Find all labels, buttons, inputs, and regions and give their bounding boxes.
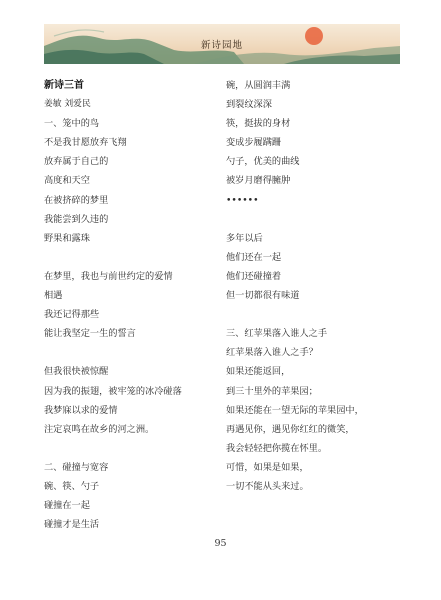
poem-line: 如果还能返回， (226, 366, 291, 378)
poem-line: 高度和天空 (44, 175, 90, 187)
poem-line: 多年以后 (226, 232, 263, 244)
poem-line: 在被挤碎的梦里 (44, 194, 109, 206)
poem-line: 到裂纹深深 (226, 99, 272, 111)
right-column (226, 76, 426, 496)
poem-line: 变成步履蹒跚 (226, 137, 282, 149)
poem-line: 野果和露珠 (44, 232, 90, 244)
poem-line: 筷，挺拔的身材 (226, 118, 291, 130)
header-banner (44, 24, 400, 64)
poem-line: 再遇见你，遇见你红红的微笑， (226, 423, 355, 435)
poem-heading: 三、红苹果落入谁人之手 (226, 328, 328, 340)
poem-line: 在梦里，我也与前世约定的爱情 (44, 270, 173, 282)
poem-line: 碗、筷、勺子 (44, 480, 100, 492)
poem-line: 但我很快被惊醒 (44, 366, 109, 378)
poem-line: 碰撞才是生活 (44, 519, 100, 531)
poem-line: 不是我甘愿放弃飞翔 (44, 137, 127, 149)
poem-line: 他们还碰撞着 (226, 270, 282, 282)
poem-line: 但一切都很有味道 (226, 290, 300, 302)
poem-line: 到三十里外的苹果园； (226, 385, 318, 397)
poem-line: 能让我坚定一生的誓言 (44, 328, 136, 340)
poem-line: 我能尝到久违的 (44, 213, 109, 225)
poem-line: 一切不能从头来过。 (226, 480, 309, 492)
left-column (44, 76, 214, 534)
poem-line: 他们还在一起 (226, 251, 282, 263)
poem-heading: 二、碰撞与宽容 (44, 461, 109, 473)
poem-heading: 一、笼中的鸟 (44, 118, 100, 130)
poem-line: 碗，从圆润丰满 (226, 80, 291, 91)
poem-line: 勺子，优美的曲线 (226, 156, 300, 168)
poem-line: 如果还能在一望无际的苹果园中， (226, 404, 364, 416)
poem-line: 我会轻轻把你揽在怀里。 (226, 442, 328, 454)
header-title: 新诗园地 (200, 40, 243, 51)
poem-line: 可惜，如果是如果， (226, 461, 309, 473)
poem-line: 放弃属于自己的 (44, 156, 109, 168)
poem-line: 我还记得那些 (44, 309, 100, 321)
poem-line: 注定哀鸣在故乡的河之洲。 (44, 423, 155, 435)
poem-line: 红苹果落入谁人之手？ (226, 347, 318, 359)
author-line: 姜敏 刘爱民 (44, 99, 91, 110)
poem-line: 因为我的振翅，被牢笼的冰冷碰落 (44, 385, 182, 397)
article-title: 新诗三首 (44, 80, 84, 91)
ellipsis-dots: •••••• (226, 194, 259, 206)
poem-line: 碰撞在一起 (44, 500, 90, 512)
poem-line: 相遇 (44, 290, 63, 302)
poem-line: 我梦寐以求的爱情 (44, 404, 118, 416)
page-number: 95 (214, 538, 227, 549)
poem-line: 被岁月磨得臃肿 (226, 175, 291, 187)
